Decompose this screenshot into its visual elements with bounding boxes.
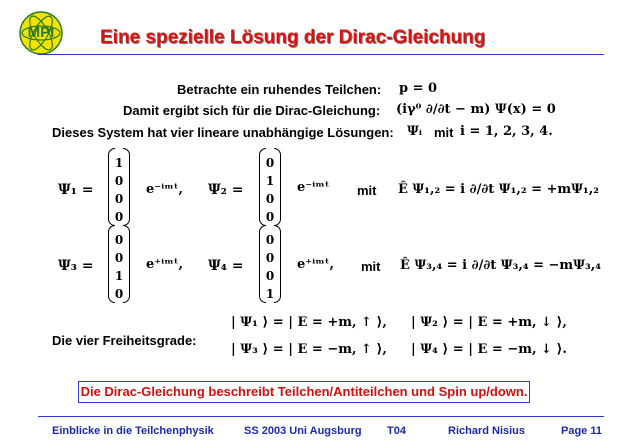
psi3-name: Ψ₃ = bbox=[58, 258, 94, 274]
line1-math: p = 0 bbox=[399, 81, 438, 96]
line3-mit: mit bbox=[434, 125, 454, 140]
footer-course: Einblicke in die Teilchenphysik bbox=[52, 425, 214, 437]
psi2-vector bbox=[259, 148, 281, 226]
freedom-state-3: | Ψ₃ ⟩ = | E = −m, ↑ ⟩, bbox=[231, 342, 387, 357]
psi1-vector bbox=[108, 148, 130, 226]
psi1-c2: 0 bbox=[114, 174, 124, 188]
psi4-c4: 1 bbox=[265, 287, 275, 301]
line2-math: (iγ⁰ ∂/∂t − m) Ψ(x) = 0 bbox=[396, 102, 556, 117]
page-title: Eine spezielle Lösung der Dirac-Gleichung bbox=[100, 27, 486, 48]
title-rule bbox=[38, 54, 604, 55]
psi1-c3: 0 bbox=[114, 192, 124, 206]
psi4-c2: 0 bbox=[265, 251, 275, 265]
footer-semester: SS 2003 Uni Augsburg bbox=[244, 425, 362, 437]
psi3-c3: 1 bbox=[114, 269, 124, 283]
psi1-name: Ψ₁ = bbox=[58, 182, 94, 198]
footer-author: Richard Nisius bbox=[448, 425, 526, 437]
psi4-exp: e⁺ⁱᵐᵗ, bbox=[297, 257, 335, 272]
psi4-vector bbox=[259, 225, 281, 303]
logo-text: MPI bbox=[27, 24, 55, 41]
mpi-logo bbox=[18, 10, 64, 56]
psi12-mit: mit bbox=[357, 183, 377, 198]
psi1-c1: 1 bbox=[114, 156, 124, 170]
psi3-c4: 0 bbox=[114, 287, 124, 301]
line3-label: Dieses System hat vier lineare unabhängige Lösungen: bbox=[52, 125, 394, 140]
freedom-state-2: | Ψ₂ ⟩ = | E = +m, ↓ ⟩, bbox=[411, 315, 567, 330]
freedom-state-1: | Ψ₁ ⟩ = | E = +m, ↑ ⟩, bbox=[231, 315, 387, 330]
psi2-exp: e⁻ⁱᵐᵗ bbox=[297, 180, 330, 195]
freedom-label: Die vier Freiheitsgrade: bbox=[52, 333, 197, 348]
summary-note: Die Dirac-Gleichung beschreibt Teilchen/Antiteilchen und Spin up/down. bbox=[78, 381, 530, 403]
psi3-c1: 0 bbox=[114, 233, 124, 247]
footer-page: Page 11 bbox=[561, 425, 602, 437]
psi12-energy-eq: Ê Ψ₁,₂ = i ∂/∂t Ψ₁,₂ = +mΨ₁,₂ bbox=[398, 182, 599, 197]
footer-rule bbox=[38, 416, 604, 417]
psi1-exp: e⁻ⁱᵐᵗ, bbox=[146, 182, 184, 197]
psi2-c3: 0 bbox=[265, 192, 275, 206]
footer-code: T04 bbox=[387, 425, 406, 437]
line1-label: Betrachte ein ruhendes Teilchen: bbox=[177, 82, 382, 97]
psi2-c4: 0 bbox=[265, 210, 275, 224]
psi34-energy-eq: Ê Ψ₃,₄ = i ∂/∂t Ψ₃,₄ = −mΨ₃,₄ bbox=[400, 258, 601, 273]
psi2-name: Ψ₂ = bbox=[208, 182, 244, 198]
psi2-c1: 0 bbox=[265, 156, 275, 170]
line3-math: i = 1, 2, 3, 4. bbox=[460, 124, 553, 139]
psi4-c3: 0 bbox=[265, 269, 275, 283]
psi1-c4: 0 bbox=[114, 210, 124, 224]
psi4-c1: 0 bbox=[265, 233, 275, 247]
psi3-c2: 0 bbox=[114, 251, 124, 265]
psi3-vector bbox=[108, 225, 130, 303]
freedom-state-4: | Ψ₄ ⟩ = | E = −m, ↓ ⟩. bbox=[411, 342, 567, 357]
line2-label: Damit ergibt sich für die Dirac-Gleichung: bbox=[123, 103, 381, 118]
psi4-name: Ψ₄ = bbox=[208, 258, 244, 274]
psi2-c2: 1 bbox=[265, 174, 275, 188]
line3-psi: Ψᵢ bbox=[407, 124, 422, 139]
psi34-mit: mit bbox=[361, 259, 381, 274]
psi3-exp: e⁺ⁱᵐᵗ, bbox=[146, 257, 184, 272]
